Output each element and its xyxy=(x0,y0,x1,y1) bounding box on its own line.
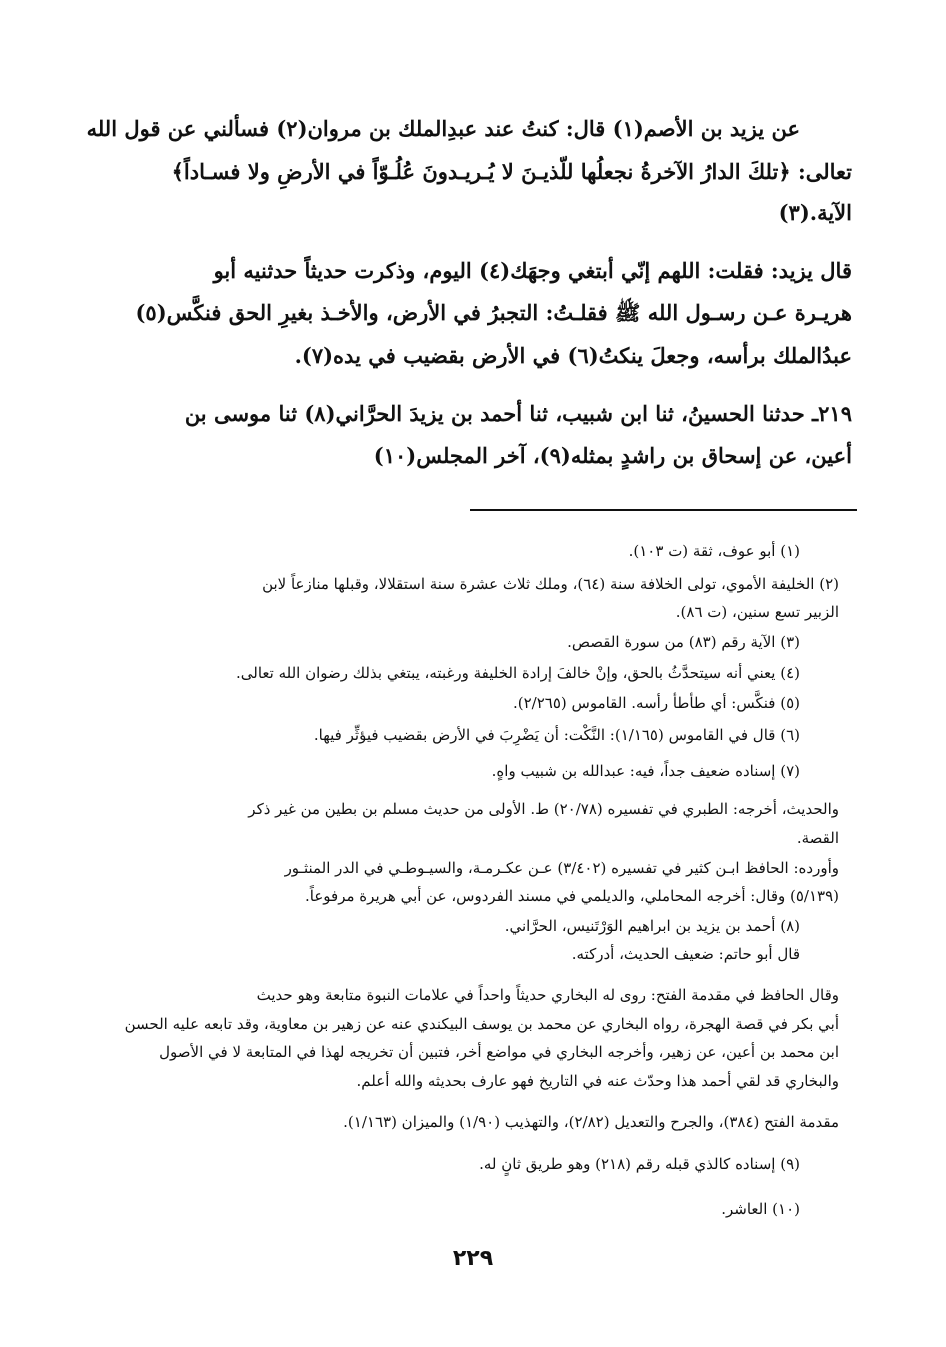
main-text-line: قال يزيد: فقلت: اللهم إنّي أبتغي وجهَك(٤) اليوم، وذكرت حديثاً حدثنيه أبو xyxy=(213,258,852,283)
footnote-line: (٤) يعني أنه سيتحدَّثُ بالحق، وإنْ خالفَ إرادة الخليفة ورغبته، يبتغي بذلك رضوان الله تعالى. xyxy=(236,664,800,682)
main-text-line: هريـرة عـن رسـول الله ﷺ فقلـتُ: التجبرُ في الأرض، والأخـذ بغيرِ الحق فنكَّس(٥) xyxy=(135,300,852,325)
main-text-line: ٢١٩ـ حدثنا الحسينُ، ثنا ابن شبيب، ثنا أحمد بن يزيدَ الحرَّاني(٨) ثنا موسى بن xyxy=(184,401,852,426)
footnote-line: (٢) الخليفة الأموي، تولى الخلافة سنة (٦٤)، وملك ثلاث عشرة سنة استقلالا، وقبلها منازعاً لابن xyxy=(262,575,839,593)
footnote-line: (٥/١٣٩) وقال: أخرجه المحاملي، والديلمي في مسند الفردوس، عن أبي هريرة مرفوعاً. xyxy=(305,887,839,905)
footnote-line: ابن محمد بن أعين، عن زهير، وأخرجه البخاري في مواضع أخر، فتبين أن تخريجه لهذا في المتابعة لا في الأصول xyxy=(159,1043,839,1061)
footnote-line: (٥) فنكَّس: أي طأطأ رأسه. القاموس (٢/٢٦٥). xyxy=(512,694,800,712)
main-text-line: تعالى: ﴿تلكَ الدارُ الآخرةُ نجعلُها للّذيـنَ لا يُـريـدونَ عُلُـوّاً في الأرضِ ولا فسـاداً﴾ xyxy=(171,159,852,184)
main-text-line: الآية.(٣) xyxy=(778,200,852,225)
page-number: ٢٢٩ xyxy=(452,1246,494,1271)
footnote-line: وأورده: الحافظ ابـن كثير في تفسيره (٣/٤٠٢) عـن عكـرمـة، والسيـوطـي في الدر المنثـور xyxy=(284,859,839,877)
footnote-line: (٣) الآية رقم (٨٣) من سورة القصص. xyxy=(567,633,800,651)
footnote-line: القصة. xyxy=(796,829,839,847)
footnote-line: (١) أبو عوف، ثقة (ت ١٠٣). xyxy=(628,542,800,560)
footnote-line: (٦) قال في القاموس (١/١٦٥): النَّكْت: أن يَضْرِبَ في الأرض بقضيب فيؤثِّر فيها. xyxy=(313,726,800,744)
footnote-line: والحديث، أخرجه: الطبري في تفسيره (٢٠/٧٨) ط. الأولى من حديث مسلم بن بطين من غير ذكر xyxy=(248,800,839,818)
footnote-line: والبخاري قد لقي أحمد هذا وحدّث عنه في التاريخ فهو عارف بحديثه والله أعلم. xyxy=(356,1072,839,1090)
footnote-line: مقدمة الفتح (٣٨٤)، والجرح والتعديل (٢/٨٢)، والتهذيب (١/٩٠) والميزان (١/١٦٣). xyxy=(343,1113,839,1131)
footnote-line: (٩) إسناده كالذي قبله رقم (٢١٨) وهو طريق ثانٍ له. xyxy=(479,1155,800,1173)
footnote-line: الزبير تسع سنين، (ت ٨٦). xyxy=(675,603,839,621)
main-text-line: أعين، عن إسحاق بن راشدٍ بمثله(٩)، آخر المجلس(١٠) xyxy=(373,443,852,468)
footnote-line: (٨) أحمد بن يزيد بن ابراهيم الوَرْتَنيس، الحرَّاني. xyxy=(504,917,800,935)
main-text-line: عن يزيد بن الأصم(١) قال: كنتُ عند عبدِالملك بن مروان(٢) فسألني عن قول الله xyxy=(86,116,800,141)
footnote-divider xyxy=(470,509,857,511)
footnote-line: (٧) إسناده ضعيف جداً، فيه: عبدالله بن شبيب واهٍ. xyxy=(491,762,800,780)
main-text-line: عبدُالملك برأسه، وجعلَ ينكتُ(٦) في الأرض بقضيب في يده(٧). xyxy=(294,343,852,368)
footnote-line: قال أبو حاتم: ضعيف الحديث، أدركته. xyxy=(571,945,800,963)
footnote-line: وقال الحافظ في مقدمة الفتح: روى له البخاري حديثاً واحداً في علامات النبوة متابعة وهو حديث xyxy=(256,986,839,1004)
footnote-line: (١٠) العاشر. xyxy=(721,1200,800,1218)
footnote-line: أبي بكر في قصة الهجرة، رواه البخاري عن محمد بن يوسف البيكندي عنه عن زهير بن معاوية، وقد تابعه عليه الحسن xyxy=(124,1015,839,1033)
